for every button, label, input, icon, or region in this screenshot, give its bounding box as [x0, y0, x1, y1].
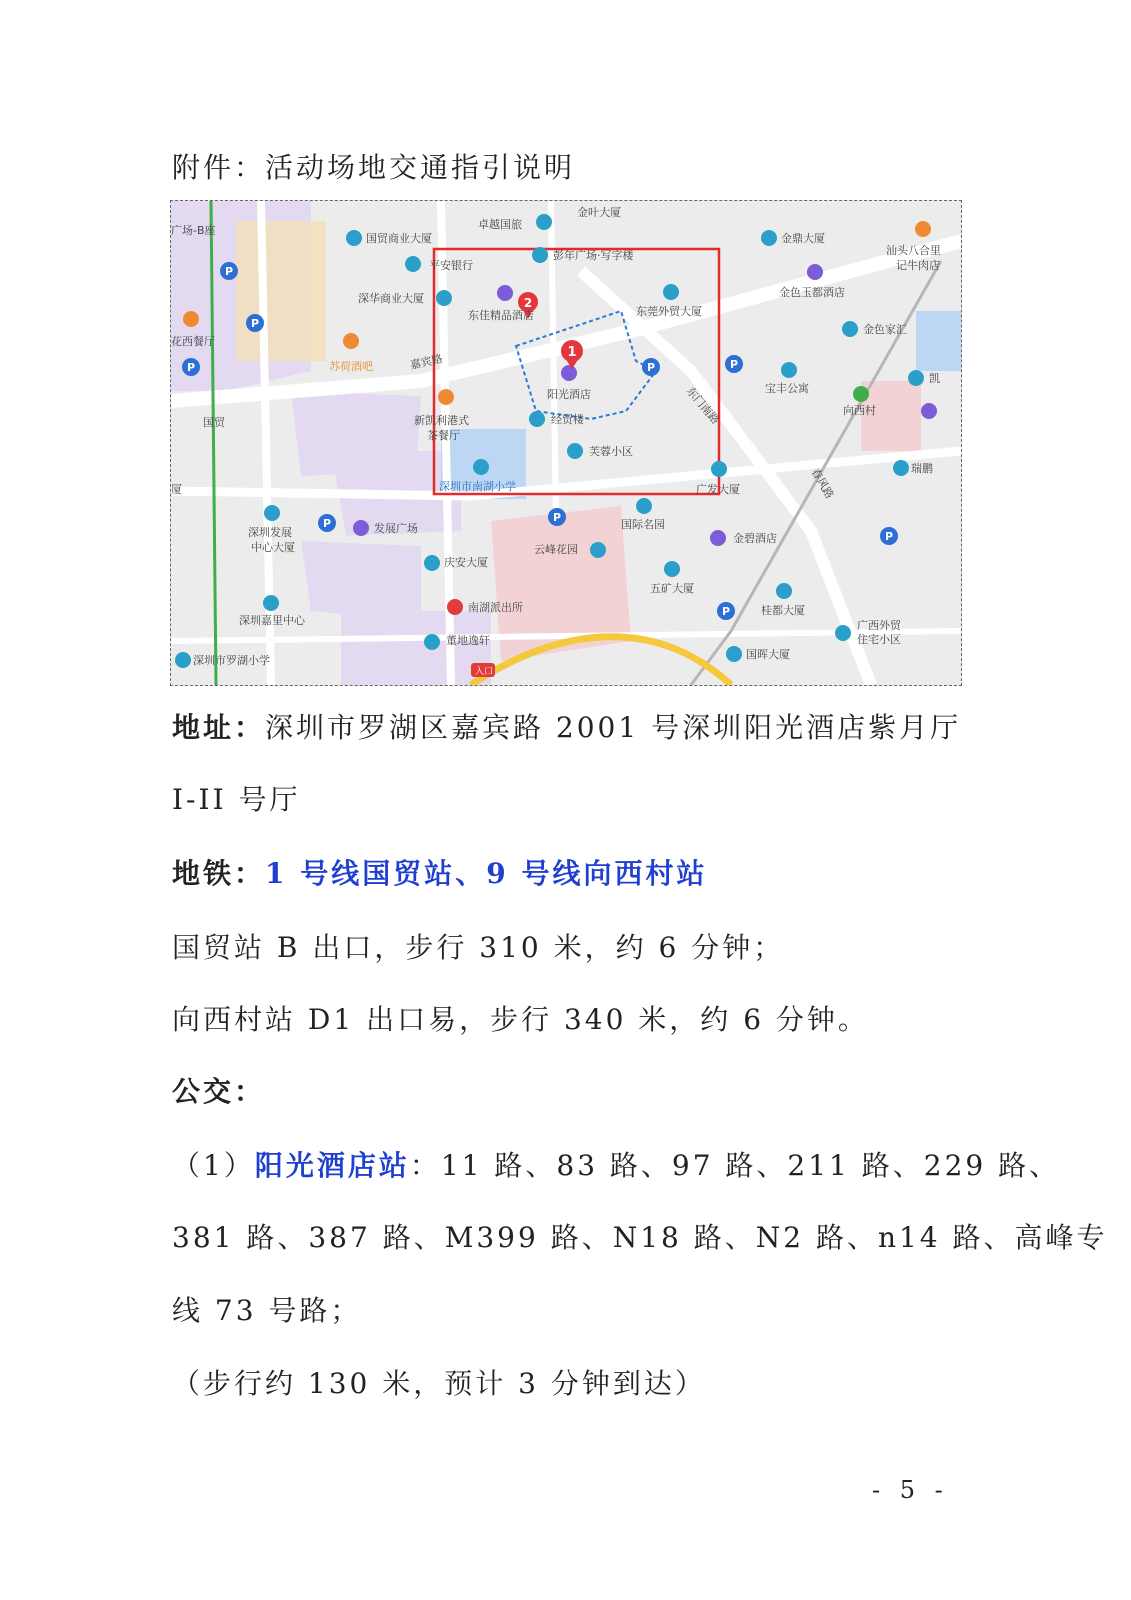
- svg-text:彭年广场·写字楼: 彭年广场·写字楼: [553, 249, 634, 262]
- svg-text:新凯利港式: 新凯利港式: [414, 414, 469, 427]
- svg-text:P: P: [224, 265, 234, 278]
- svg-text:深华商业大厦: 深华商业大厦: [358, 292, 424, 305]
- svg-text:经贸楼: 经贸楼: [551, 413, 584, 426]
- metro-station-icon: [853, 386, 869, 402]
- svg-text:凯: 凯: [929, 372, 940, 385]
- svg-text:P: P: [552, 511, 562, 524]
- purple-zone: [301, 541, 421, 621]
- marker-2-number: 2: [523, 296, 533, 310]
- svg-text:金色玉都酒店: 金色玉都酒店: [779, 286, 845, 299]
- svg-text:广场-B座: 广场-B座: [171, 224, 216, 237]
- svg-text:P: P: [729, 358, 739, 371]
- svg-text:P: P: [186, 361, 196, 374]
- svg-text:中心大厦: 中心大厦: [251, 541, 295, 554]
- svg-text:五矿大厦: 五矿大厦: [650, 582, 694, 595]
- svg-text:云峰花园: 云峰花园: [534, 543, 578, 556]
- metro-label: 地铁：: [172, 857, 266, 890]
- svg-text:花西餐厅: 花西餐厅: [171, 335, 215, 348]
- svg-text:住宅小区: 住宅小区: [857, 633, 901, 646]
- svg-text:东佳精品酒店: 东佳精品酒店: [468, 309, 534, 322]
- marker-1-number: 1: [567, 345, 577, 360]
- svg-text:深圳市罗湖小学: 深圳市罗湖小学: [193, 654, 270, 667]
- mall-block: [236, 221, 326, 361]
- svg-text:东莞外贸大厦: 东莞外贸大厦: [636, 305, 702, 318]
- svg-text:国贸商业大厦: 国贸商业大厦: [366, 232, 432, 245]
- svg-text:南湖派出所: 南湖派出所: [468, 601, 523, 614]
- police-icon: [447, 599, 463, 615]
- svg-text:国际名园: 国际名园: [621, 518, 665, 531]
- bus-routes-line-3: 线 73 号路；: [172, 1294, 362, 1327]
- svg-text:宝丰公寓: 宝丰公寓: [765, 382, 809, 395]
- bus-label: 公交：: [172, 1075, 266, 1108]
- svg-text:P: P: [250, 317, 260, 330]
- bus-routes-line-1: [172, 1144, 1060, 1184]
- svg-text:金碧酒店: 金碧酒店: [733, 532, 777, 545]
- svg-text:瑞鹏: 瑞鹏: [911, 462, 933, 475]
- svg-text:芙蓉小区: 芙蓉小区: [589, 445, 633, 458]
- bus-walk-note: （步行约 130 米，预计 3 分钟到达）: [172, 1367, 706, 1400]
- svg-text:P: P: [721, 605, 731, 618]
- metro-lines: 1 号线国贸站、9 号线向西村站: [265, 857, 708, 890]
- svg-text:深圳嘉里中心: 深圳嘉里中心: [239, 614, 305, 627]
- address-text: 深圳市罗湖区嘉宾路 2001 号深圳阳光酒店紫月厅: [265, 711, 962, 744]
- svg-text:桂都大厦: 桂都大厦: [761, 604, 805, 617]
- address-label: 地址：: [172, 711, 266, 744]
- svg-text:苏荷酒吧: 苏荷酒吧: [329, 360, 373, 373]
- svg-text:国贸: 国贸: [203, 416, 225, 429]
- svg-text:P: P: [322, 517, 332, 530]
- address-line: [172, 706, 961, 746]
- page-heading: 附件：活动场地交通指引说明: [172, 151, 576, 184]
- svg-text:春风路: 春风路: [808, 466, 837, 502]
- svg-text:厦: 厦: [171, 483, 182, 496]
- svg-text:发展广场: 发展广场: [374, 522, 418, 535]
- metro-exit-1: 国贸站 B 出口，步行 310 米，约 6 分钟；: [172, 931, 785, 964]
- svg-text:广发大厦: 广发大厦: [696, 483, 740, 496]
- svg-text:茶餐厅: 茶餐厅: [427, 429, 460, 442]
- svg-text:入口: 入口: [475, 667, 494, 677]
- svg-text:金色家汇: 金色家汇: [863, 323, 907, 336]
- bus-routes-1: ：11 路、83 路、97 路、211 路、229 路、: [409, 1149, 1061, 1182]
- water: [916, 311, 961, 371]
- svg-text:记牛肉店: 记牛肉店: [896, 259, 940, 272]
- bus-routes-line-2: 381 路、387 路、M399 路、N18 路、N2 路、n14 路、高峰专: [172, 1221, 1108, 1254]
- svg-text:阳光酒店: 阳光酒店: [547, 388, 591, 401]
- svg-text:卓越国旅: 卓越国旅: [478, 218, 522, 231]
- address-line-2: I-II 号厅: [172, 783, 301, 816]
- purple-zone: [341, 611, 494, 685]
- svg-text:董地逸轩: 董地逸轩: [446, 634, 490, 647]
- svg-text:国晖大厦: 国晖大厦: [746, 648, 790, 661]
- svg-text:金鼎大厦: 金鼎大厦: [781, 232, 825, 245]
- svg-text:P: P: [646, 361, 656, 374]
- metro-exit-2: 向西村站 D1 出口易，步行 340 米，约 6 分钟。: [172, 1003, 869, 1036]
- svg-text:汕头八合里: 汕头八合里: [886, 244, 941, 257]
- venue-map[interactable]: [170, 200, 962, 686]
- page-number: - 5 -: [872, 1476, 949, 1504]
- svg-text:金叶大厦: 金叶大厦: [577, 206, 621, 219]
- svg-text:平安银行: 平安银行: [429, 259, 473, 272]
- svg-text:深圳发展: 深圳发展: [248, 526, 292, 539]
- svg-text:P: P: [884, 530, 894, 543]
- metro-line: [172, 852, 707, 892]
- svg-text:东门南路: 东门南路: [683, 384, 722, 427]
- bus-prefix: （1）: [172, 1149, 255, 1182]
- bus-station: 阳光酒店站: [254, 1149, 410, 1182]
- svg-text:庆安大厦: 庆安大厦: [444, 556, 488, 569]
- svg-text:嘉宾路: 嘉宾路: [408, 352, 444, 372]
- svg-text:广西外贸: 广西外贸: [857, 619, 901, 632]
- svg-text:深圳市南湖小学: 深圳市南湖小学: [439, 480, 516, 493]
- svg-text:向西村: 向西村: [843, 404, 876, 417]
